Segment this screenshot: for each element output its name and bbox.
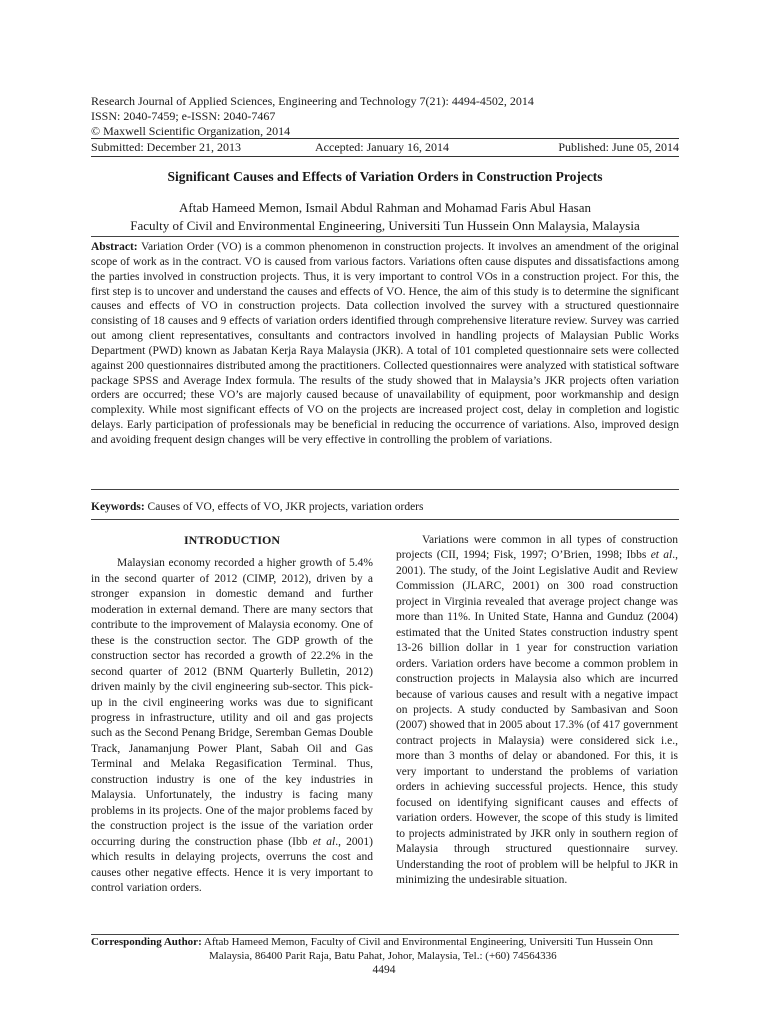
accepted-date: Accepted: January 16, 2014 bbox=[315, 140, 449, 154]
keywords bbox=[91, 500, 679, 515]
page-number: 4494 bbox=[372, 964, 396, 976]
abstract bbox=[91, 240, 679, 448]
journal-citation: Research Journal of Applied Sciences, Engineering and Technology 7(21): 4494-4502, 2014 bbox=[91, 94, 534, 108]
left-column bbox=[91, 533, 373, 896]
submitted-date: Submitted: December 21, 2013 bbox=[91, 140, 241, 154]
journal-copyright: © Maxwell Scientific Organization, 2014 bbox=[91, 124, 291, 138]
citation-et-al: et al bbox=[650, 549, 673, 562]
corresponding-author-label: Corresponding Author: bbox=[91, 936, 202, 948]
affiliation: Faculty of Civil and Environmental Engineering, Universiti Tun Hussein Onn Malaysia, Malaysia bbox=[130, 218, 640, 233]
keywords-label: Keywords: bbox=[91, 501, 145, 513]
published-date: Published: June 05, 2014 bbox=[558, 140, 679, 154]
keywords-divider bbox=[91, 519, 679, 520]
authors: Aftab Hameed Memon, Ismail Abdul Rahman and Mohamad Faris Abul Hasan bbox=[179, 200, 591, 215]
abstract-label: Abstract: bbox=[91, 241, 138, 253]
corresponding-author-line1: Aftab Hameed Memon, Faculty of Civil and Environmental Engineering, Universiti Tun Hussein Onn bbox=[203, 936, 653, 948]
keywords-text: Causes of VO, effects of VO, JKR projects, variation orders bbox=[147, 501, 424, 513]
paper-title: Significant Causes and Effects of Variation Orders in Construction Projects bbox=[167, 169, 603, 184]
paragraph-1-text: Malaysian economy recorded a higher growth of 5.4% in the second quarter of 2012 (CIMP, 2012), driven by a stronger expansion in domestic demand and further moderation in external demand. There are many sectors that contribute to the improvement of Malaysia economy. One of these is the construction sector. The GDP growth of the construction sector has recorded a growth of 22.2% in the second quarter of 2012 (BNM Quarterly Bulletin, 2012) driven mainly by the civil engineering sub-sector. This pick-up in the civil engineering works was due to significant progress in infrastructure, utility and oil and gas projects such as the Second Penang Bridge, Seremban Gemas Double Track, Janamanjung Power Plant, Sabah Oil and Gas Terminal and Melaka Regasification Terminal. Thus, construction industry is one of the key industries in Malaysia. Unfortunately, the industry is facing many problems in its projects. One of the major problems faced by the construction project is the issue of the variation order occurring during the construction phase (Ibb bbox=[91, 557, 373, 848]
introduction-heading: INTRODUCTION bbox=[183, 533, 280, 547]
right-column bbox=[396, 533, 678, 888]
paragraph-2-text: Variations were common in all types of construction projects (CII, 1994; Fisk, 1997; O’Brien, 1998; Ibbs bbox=[396, 534, 678, 562]
journal-issn: ISSN: 2040-7459; e-ISSN: 2040-7467 bbox=[91, 109, 276, 123]
introduction-paragraph-2 bbox=[396, 533, 678, 888]
dates-row bbox=[91, 138, 679, 157]
corresponding-author bbox=[91, 936, 679, 963]
footer-divider bbox=[91, 934, 679, 935]
citation-et-al: et al bbox=[312, 835, 336, 848]
introduction-paragraph-1 bbox=[91, 556, 373, 896]
abstract-box bbox=[91, 236, 679, 490]
paragraph-2-end: ., 2001). The study, of the Joint Legislative Audit and Review Commission (JLARC, 2001) on 300 road construction project in Virginia revealed that average project change was more than 11%. In United State, Hanna and Gunduz (2004) estimated that the United States construction industry spent 13-26 billion dollar in 1 year for construction variation orders. Variation orders have become a common problem in construction projects in Malaysia also which are incurred because of various causes and result with a negative impact on projects. A study conducted by Sambasivan and Soon (2007) showed that in 2005 about 17.3% (of 417 government contract projects in Malaysia) were considered sick i.e., more than 3 months of delay or abandoned. For this, it is very important to understand the problems of variation orders in achieving successful projects. Hence, this study focused on identifying significant causes and effects of variation orders. However, the scope of this study is limited to projects administrated by JKR only in southern region of Malaysia through structured questionnaire survey. Understanding the root of problem will be helpful to JKR in minimizing the undesirable situation. bbox=[396, 549, 679, 886]
abstract-text: Variation Order (VO) is a common phenomenon in construction projects. It involves an amendment of the original scope of work as in the contract. VO is caused from various factors. Variations often cause disputes and dissatisfactions among the parties involved in construction projects. Thus, it is very important to control VOs in a construction project. For this, the first step is to uncover and understand the causes and effects of VO. Hence, the aim of this study is to determine the significant causes and effects of VO in construction projects. Data collection involved the survey with a structured questionnaire consisting of 18 causes and 9 effects of variation orders identified through comprehensive literature review. Survey was carried out among client representatives, consultants and contractors involved in handling projects of Malaysian Public Works Department (PWD) known as Jabatan Kerja Raya Malaysia (JKR). A total of 101 completed questionnaire sets were collected against 200 questionnaires distributed among the practitioners. Collected questionnaires were analyzed with statistical software package SPSS and Average Index formula. The results of the study showed that in Malaysia’s JKR projects often variation orders are occurred; these VO’s are majorly caused because of unavailability of equipment, poor workmanship and design complexity. While most significant effects of VO on the projects are increased project cost, delay in completion and logistic delays. Early participation of professionals may be beneficial in reducing the occurrence of variations. Also, improved design and avoiding frequent design changes will be very effective in controlling the problem of variations. bbox=[91, 241, 679, 446]
paragraph-1-end: ., 2001) which results in delaying projects, overruns the cost and causes other negative effects. Hence it is very important to control variation orders. bbox=[91, 835, 373, 894]
author-block bbox=[91, 199, 679, 235]
journal-header bbox=[91, 94, 679, 139]
corresponding-author-line2: Malaysia, 86400 Parit Raja, Batu Pahat, Johor, Malaysia, Tel.: (+60) 74564336 bbox=[209, 949, 557, 962]
